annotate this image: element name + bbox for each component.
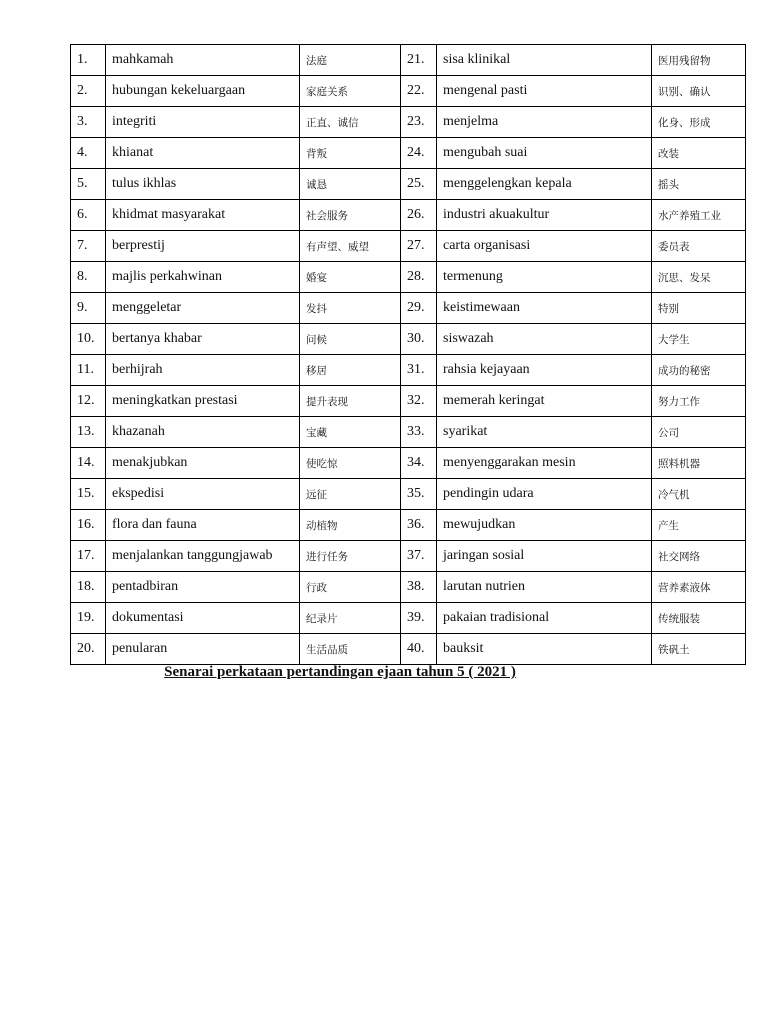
table-row [71,138,746,169]
chinese-meaning-left: 进行任务 [300,541,401,572]
row-number-left: 2. [71,76,106,107]
table-row [71,603,746,634]
malay-word-right: menjelma [437,107,652,138]
table-row [71,45,746,76]
chinese-meaning-right: 委员表 [652,231,746,262]
malay-word-left: berhijrah [106,355,300,386]
malay-word-left: menggeletar [106,293,300,324]
malay-word-right: mengenal pasti [437,76,652,107]
malay-word-right: mengubah suai [437,138,652,169]
table-row [71,479,746,510]
row-number-left: 8. [71,262,106,293]
row-number-right: 36. [401,510,437,541]
malay-word-right: mewujudkan [437,510,652,541]
chinese-meaning-right: 冷气机 [652,479,746,510]
table-row [71,541,746,572]
malay-word-left: meningkatkan prestasi [106,386,300,417]
row-number-right: 28. [401,262,437,293]
malay-word-left: menakjubkan [106,448,300,479]
row-number-right: 27. [401,231,437,262]
chinese-meaning-right: 大学生 [652,324,746,355]
row-number-right: 39. [401,603,437,634]
malay-word-right: industri akuakultur [437,200,652,231]
chinese-meaning-right: 摇头 [652,169,746,200]
malay-word-right: pakaian tradisional [437,603,652,634]
row-number-left: 16. [71,510,106,541]
table-row [71,76,746,107]
row-number-left: 19. [71,603,106,634]
chinese-meaning-left: 有声望、威望 [300,231,401,262]
malay-word-left: mahkamah [106,45,300,76]
row-number-left: 17. [71,541,106,572]
table-row [71,355,746,386]
table-row [71,634,746,665]
chinese-meaning-left: 行政 [300,572,401,603]
malay-word-right: termenung [437,262,652,293]
malay-word-left: khianat [106,138,300,169]
malay-word-left: integriti [106,107,300,138]
row-number-left: 20. [71,634,106,665]
malay-word-right: memerah keringat [437,386,652,417]
chinese-meaning-right: 照料机器 [652,448,746,479]
row-number-left: 5. [71,169,106,200]
malay-word-left: majlis perkahwinan [106,262,300,293]
malay-word-left: bertanya khabar [106,324,300,355]
chinese-meaning-left: 使吃惊 [300,448,401,479]
chinese-meaning-right: 公司 [652,417,746,448]
chinese-meaning-left: 宝藏 [300,417,401,448]
row-number-left: 13. [71,417,106,448]
chinese-meaning-right: 医用残留物 [652,45,746,76]
row-number-right: 35. [401,479,437,510]
chinese-meaning-left: 正直、诚信 [300,107,401,138]
word-list-table [70,44,746,665]
row-number-left: 18. [71,572,106,603]
chinese-meaning-left: 远征 [300,479,401,510]
table-row [71,386,746,417]
table-row [71,572,746,603]
chinese-meaning-right: 营养素液体 [652,572,746,603]
chinese-meaning-left: 法庭 [300,45,401,76]
chinese-meaning-left: 背叛 [300,138,401,169]
malay-word-right: larutan nutrien [437,572,652,603]
malay-word-right: bauksit [437,634,652,665]
table-row [71,169,746,200]
chinese-meaning-right: 沉思、发呆 [652,262,746,293]
row-number-right: 24. [401,138,437,169]
malay-word-left: pentadbiran [106,572,300,603]
chinese-meaning-left: 问候 [300,324,401,355]
malay-word-right: menyenggarakan mesin [437,448,652,479]
row-number-left: 10. [71,324,106,355]
malay-word-left: penularan [106,634,300,665]
malay-word-right: pendingin udara [437,479,652,510]
chinese-meaning-right: 改装 [652,138,746,169]
chinese-meaning-right: 铁矾土 [652,634,746,665]
malay-word-left: flora dan fauna [106,510,300,541]
row-number-right: 31. [401,355,437,386]
malay-word-left: hubungan kekeluargaan [106,76,300,107]
row-number-left: 11. [71,355,106,386]
chinese-meaning-left: 社会服务 [300,200,401,231]
chinese-meaning-left: 移居 [300,355,401,386]
chinese-meaning-right: 传统服装 [652,603,746,634]
chinese-meaning-right: 社交网络 [652,541,746,572]
row-number-right: 22. [401,76,437,107]
chinese-meaning-right: 产生 [652,510,746,541]
row-number-right: 32. [401,386,437,417]
row-number-right: 40. [401,634,437,665]
chinese-meaning-right: 特别 [652,293,746,324]
row-number-left: 9. [71,293,106,324]
chinese-meaning-left: 婚宴 [300,262,401,293]
malay-word-left: khidmat masyarakat [106,200,300,231]
malay-word-left: khazanah [106,417,300,448]
row-number-left: 7. [71,231,106,262]
chinese-meaning-left: 提升表现 [300,386,401,417]
malay-word-right: jaringan sosial [437,541,652,572]
chinese-meaning-right: 水产养殖工业 [652,200,746,231]
chinese-meaning-right: 化身、形成 [652,107,746,138]
row-number-right: 23. [401,107,437,138]
chinese-meaning-left: 家庭关系 [300,76,401,107]
malay-word-right: keistimewaan [437,293,652,324]
chinese-meaning-right: 努力工作 [652,386,746,417]
row-number-right: 26. [401,200,437,231]
chinese-meaning-right: 成功的秘密 [652,355,746,386]
malay-word-right: rahsia kejayaan [437,355,652,386]
word-list-body [71,45,746,665]
malay-word-right: menggelengkan kepala [437,169,652,200]
row-number-right: 37. [401,541,437,572]
table-row [71,293,746,324]
malay-word-right: siswazah [437,324,652,355]
malay-word-left: berprestij [106,231,300,262]
table-row [71,200,746,231]
row-number-right: 38. [401,572,437,603]
chinese-meaning-left: 纪录片 [300,603,401,634]
malay-word-left: dokumentasi [106,603,300,634]
table-row [71,262,746,293]
malay-word-right: sisa klinikal [437,45,652,76]
malay-word-right: carta organisasi [437,231,652,262]
row-number-left: 12. [71,386,106,417]
row-number-right: 34. [401,448,437,479]
row-number-right: 30. [401,324,437,355]
table-row [71,324,746,355]
row-number-left: 1. [71,45,106,76]
chinese-meaning-left: 诚恳 [300,169,401,200]
malay-word-left: menjalankan tanggungjawab [106,541,300,572]
row-number-right: 25. [401,169,437,200]
table-row [71,417,746,448]
chinese-meaning-right: 识别、确认 [652,76,746,107]
table-row [71,448,746,479]
malay-word-right: syarikat [437,417,652,448]
row-number-left: 4. [71,138,106,169]
table-row [71,510,746,541]
table-row [71,231,746,262]
row-number-left: 14. [71,448,106,479]
chinese-meaning-left: 发抖 [300,293,401,324]
row-number-left: 3. [71,107,106,138]
row-number-right: 21. [401,45,437,76]
row-number-left: 6. [71,200,106,231]
row-number-right: 29. [401,293,437,324]
table-row [71,107,746,138]
chinese-meaning-left: 生活品质 [300,634,401,665]
row-number-left: 15. [71,479,106,510]
table-caption: Senarai perkataan pertandingan ejaan tahun 5 ( 2021 ) [164,664,516,680]
malay-word-left: tulus ikhlas [106,169,300,200]
chinese-meaning-left: 动植物 [300,510,401,541]
row-number-right: 33. [401,417,437,448]
malay-word-left: ekspedisi [106,479,300,510]
